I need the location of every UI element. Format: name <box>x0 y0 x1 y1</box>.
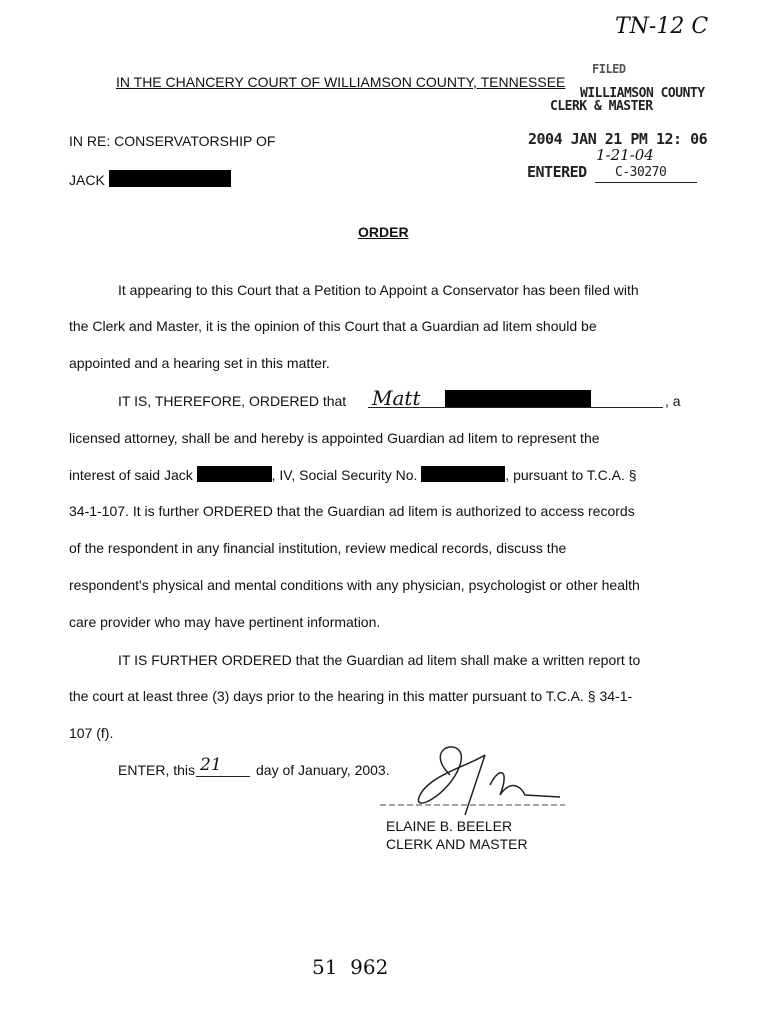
signer-title: CLERK AND MASTER <box>386 836 528 852</box>
redaction <box>109 170 231 187</box>
signature-icon <box>360 725 570 825</box>
body-line: licensed attorney, shall be and hereby is appointed Guardian ad litem to represent the <box>69 430 600 446</box>
body-line: care provider who may have pertinent information. <box>69 614 381 630</box>
body-line: , a <box>665 393 681 409</box>
body-line: 34-1-107. It is further ORDERED that the Guardian ad litem is authorized to access records <box>69 503 635 519</box>
body-line <box>118 393 346 409</box>
corner-handwritten-note: TN-12 C <box>615 14 709 39</box>
handwritten-attorney-name: Matt <box>372 386 421 410</box>
order-text: IT IS, THEREFORE, ORDERED that <box>118 393 347 409</box>
body-line: the Clerk and Master, it is the opinion of this Court that a Guardian ad litem should be <box>69 318 597 334</box>
redaction <box>197 466 272 482</box>
document-title: ORDER <box>358 224 409 240</box>
court-heading: IN THE CHANCERY COURT OF WILLIAMSON COUNTY, TENNESSEE <box>116 74 566 90</box>
enter-text: day of January, 2003. <box>256 762 390 778</box>
redaction <box>421 466 505 482</box>
page-number: 51 962 <box>312 955 389 979</box>
body-line: IT IS FURTHER ORDERED that the Guardian ad litem shall make a written report to <box>118 652 641 668</box>
caption-in-re: IN RE: CONSERVATORSHIP OF <box>69 133 276 149</box>
handwritten-day: 21 <box>200 755 222 775</box>
stamp-county: WILLIAMSON COUNTY <box>580 86 705 101</box>
body-line: of the respondent in any financial institution, review medical records, discuss the <box>69 540 567 556</box>
text: , pursuant to T.C.A. § <box>505 467 637 483</box>
stamp-datetime: 2004 JAN 21 PM 12: 06 <box>528 130 708 148</box>
body-line: It appearing to this Court that a Petition to Appoint a Conservator has been filed with <box>118 282 639 298</box>
stamp-filed: FILED <box>592 62 626 76</box>
body-line: the court at least three (3) days prior to the hearing in this matter pursuant to T.C.A. § 34-1- <box>69 688 633 704</box>
enter-text: ENTER, this <box>118 762 196 778</box>
ward-first-name: JACK <box>69 172 105 188</box>
stamp-office: CLERK & MASTER <box>550 99 653 114</box>
redaction <box>445 390 591 407</box>
text: , IV, Social Security No. <box>271 467 418 483</box>
stamp-entered: ENTERED <box>527 163 587 181</box>
body-line: 107 (f). <box>69 725 114 741</box>
body-line: respondent's physical and mental conditions with any physician, psychologist or other health <box>69 577 640 593</box>
stamp-handwritten-date: 1-21-04 <box>596 146 654 164</box>
stamp-case-number: C-30270 <box>615 165 667 180</box>
signer-name: ELAINE B. BEELER <box>386 818 513 834</box>
body-line <box>69 466 637 483</box>
text: interest of said Jack <box>69 467 193 483</box>
caption-ward <box>69 170 231 188</box>
body-line: appointed and a hearing set in this matter. <box>69 355 330 371</box>
